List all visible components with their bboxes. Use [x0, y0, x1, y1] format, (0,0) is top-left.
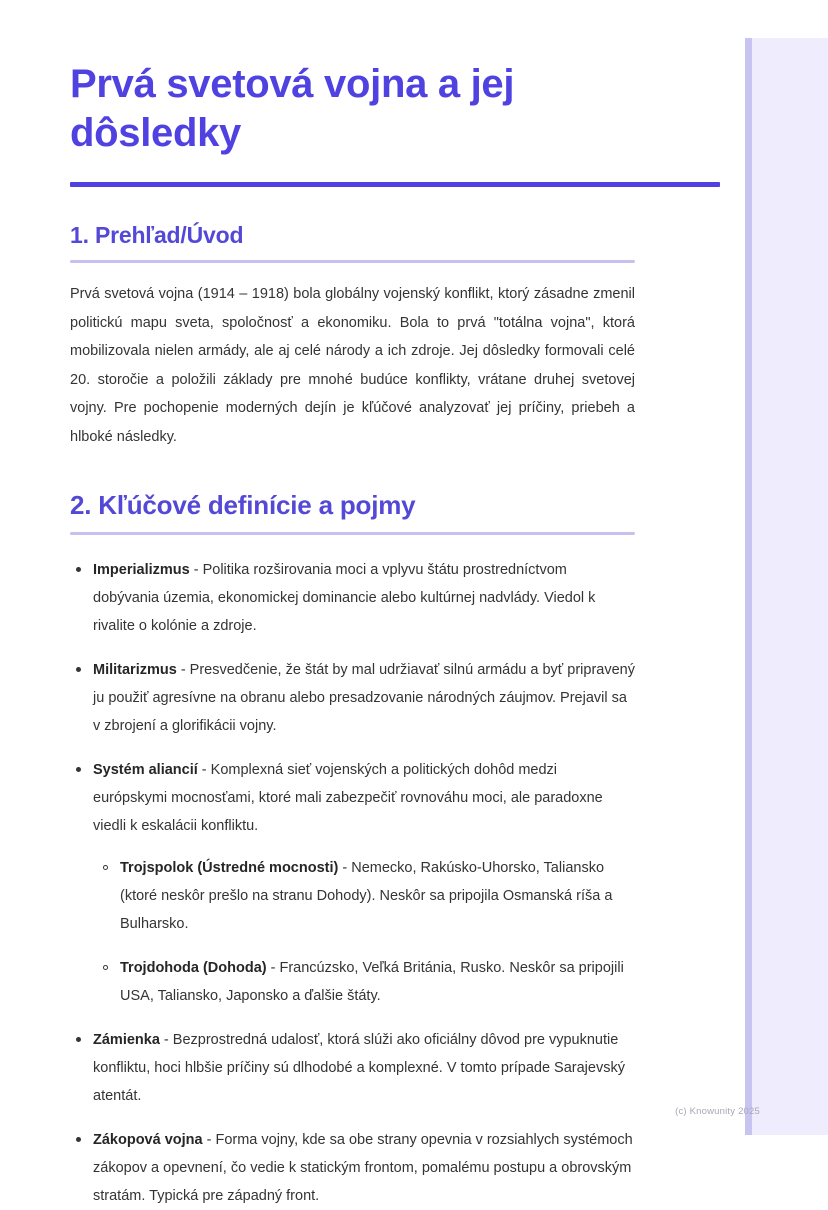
definition-term: Zámienka: [93, 1032, 160, 1048]
bullet-disc-icon: [76, 667, 81, 672]
definition-term: Zákopová vojna: [93, 1132, 203, 1148]
footer-credit: (c) Knowunity 2025: [675, 1106, 760, 1117]
definition-text: - Francúzsko, Veľká Británia, Rusko. Neskôr sa pripojili USA, Taliansko, Japonsko a ďalšie štáty.: [120, 960, 624, 1004]
alliances-sublist: [93, 854, 635, 1010]
definition-text: - Politika rozširovania moci a vplyvu štátu prostredníctvom dobývania územia, ekonomickej dominancie alebo kultúrnej nadvlády. Viedol k rivalite o kolónie a zdroje.: [93, 562, 596, 634]
scroll-band-thumb[interactable]: [745, 38, 752, 1135]
section-overview-heading: 1. Prehľad/Úvod: [70, 222, 244, 248]
scroll-band-track[interactable]: [745, 38, 828, 1135]
title-divider: [70, 182, 720, 187]
definition-text: - Nemecko, Rakúsko-Uhorsko, Taliansko (ktoré neskôr prešlo na stranu Dohody). Neskôr sa pripojila Osmanská ríša a Bulharsko.: [120, 860, 613, 932]
bullet-disc-icon: [76, 567, 81, 572]
definition-term: Militarizmus: [93, 662, 177, 678]
list-item: [93, 954, 635, 1010]
list-item: [70, 1126, 635, 1210]
bullet-ring-icon: [103, 965, 108, 970]
bullet-ring-icon: [103, 865, 108, 870]
section-definitions-heading: 2. Kľúčové definície a pojmy: [70, 490, 416, 520]
list-item: [70, 556, 635, 640]
list-item: [93, 854, 635, 938]
list-item: [70, 656, 635, 740]
section-overview-paragraph: Prvá svetová vojna (1914 – 1918) bola globálny vojenský konflikt, ktorý zásadne zmenil politickú mapu sveta, spoločnosť a ekonomiku. Bola to prvá "totálna vojna", ktorá mobilizovala nielen armády, ale aj celé národy a ich zdroje. Jej dôsledky formovali celé 20. storočie a položili základy pre mnohé budúce konflikty, vrátane druhej svetovej vojny. Pre pochopenie moderných dejín je kľúčové analyzovať jej príčiny, priebeh a hlboké následky.: [70, 286, 635, 445]
bullet-disc-icon: [76, 767, 81, 772]
definition-term: Trojspolok (Ústredné mocnosti): [120, 860, 339, 876]
list-item: [70, 756, 635, 1010]
page-title: Prvá svetová vojna a jej dôsledky: [70, 62, 515, 155]
section-overview-divider: [70, 260, 635, 263]
list-item: [70, 1026, 635, 1110]
definition-text: - Forma vojny, kde sa obe strany opevnia v rozsiahlych systémoch zákopov a opevnení, čo vedie k statickým frontom, pomalému postupu a obrovským stratám. Typická pre západný front.: [93, 1132, 633, 1204]
definition-text: - Bezprostredná udalosť, ktorá slúži ako oficiálny dôvod pre vypuknutie konfliktu, hoci hlbšie príčiny sú dlhodobé a komplexné. V tomto prípade Sarajevský atentát.: [93, 1032, 625, 1104]
section-overview: [70, 220, 725, 451]
definition-text: - Komplexná sieť vojenských a politických dohôd medzi európskymi mocnosťami, ktoré mali zabezpečiť rovnováhu moci, ale paradoxne viedli k eskalácii konfliktu.: [93, 762, 603, 834]
section-definitions: [70, 489, 725, 1210]
bullet-disc-icon: [76, 1037, 81, 1042]
definition-text: - Presvedčenie, že štát by mal udržiavať silnú armádu a byť pripravený ju použiť agresívne na obranu alebo presadzovanie národných záujmov. Prejavil sa v zbrojení a glorifikácii vojny.: [93, 662, 635, 734]
document-content: [70, 60, 725, 1210]
definition-term: Imperializmus: [93, 562, 190, 578]
bullet-disc-icon: [76, 1137, 81, 1142]
definition-term: Systém aliancií: [93, 762, 198, 778]
definition-term: Trojdohoda (Dohoda): [120, 960, 267, 976]
section-definitions-divider: [70, 532, 635, 535]
